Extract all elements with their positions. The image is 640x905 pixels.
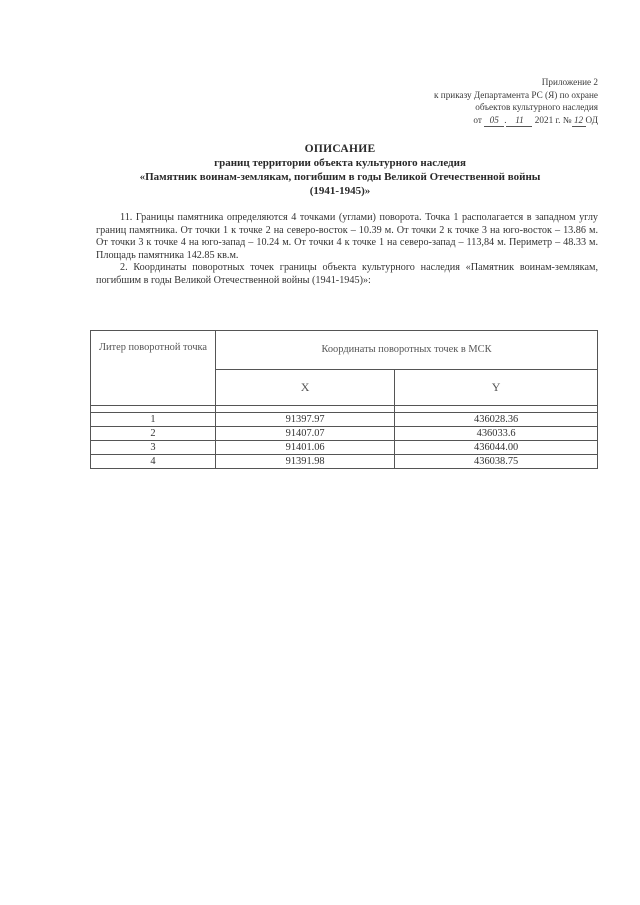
- x-cell: 91397.97: [216, 413, 395, 427]
- date-month: 11: [506, 114, 532, 128]
- body-text: [96, 212, 598, 288]
- document-title: ОПИСАНИЕ: [304, 143, 376, 155]
- appendix-line-1: Приложение 2: [541, 77, 598, 87]
- table-row: [91, 427, 598, 441]
- subtitle-line-2: «Памятник воинам-землякам, погибшим в годы Великой Отечественной войны: [139, 171, 541, 183]
- point-cell: 3: [91, 441, 216, 455]
- x-cell: 91391.98: [216, 455, 395, 469]
- appendix-line-2: к приказу Департамента РС (Я) по охране: [434, 89, 598, 100]
- doc-number: 12: [572, 114, 586, 128]
- table-row: [91, 455, 598, 469]
- table-gap-row: [91, 406, 598, 413]
- date-prefix: от: [473, 114, 482, 125]
- table-row: [91, 441, 598, 455]
- x-column-header: X: [216, 369, 395, 405]
- point-cell: 2: [91, 427, 216, 441]
- date-year: 2021 г. №: [534, 114, 572, 125]
- appendix-header: [338, 76, 598, 127]
- paragraph-coordinates: 2. Координаты поворотных точек границы объекта культурного наследия «Памятник воинам-землякам, погибшим в годы Великой Отечественной войны (1941-1945)»:: [96, 262, 598, 286]
- table-header-row: [91, 331, 598, 370]
- x-cell: 91401.06: [216, 441, 395, 455]
- y-cell: 436033.6: [395, 427, 598, 441]
- appendix-date-line: от 05 . 11 2021 г. № 12 ОД: [338, 114, 598, 128]
- title-block: [80, 142, 600, 198]
- point-cell: 4: [91, 455, 216, 469]
- coordinates-table: [90, 330, 598, 469]
- y-cell: 436044.00: [395, 441, 598, 455]
- subtitle-line-3: (1941-1945)»: [309, 185, 371, 197]
- date-day: 05: [484, 114, 504, 128]
- subtitle-line-1: границ территории объекта культурного наследия: [214, 157, 466, 169]
- x-cell: 91407.07: [216, 427, 395, 441]
- doc-suffix: ОД: [585, 114, 598, 125]
- y-column-header: Y: [395, 369, 598, 405]
- y-cell: 436038.75: [395, 455, 598, 469]
- y-cell: 436028.36: [395, 413, 598, 427]
- coords-header: Координаты поворотных точек в МСК: [216, 331, 598, 370]
- table-row: [91, 413, 598, 427]
- appendix-line-3: объектов культурного наследия: [475, 102, 598, 112]
- point-column-header: Литер поворотной точка: [91, 331, 216, 406]
- paragraph-boundaries: 11. Границы памятника определяются 4 точками (углами) поворота. Точка 1 располагается в западном углу границ памятника. От точки 1 к точке 2 на северо-восток – 10.39 м. От точки 2 к точке 3 на юго-восток – 13.86 м. От точки 3 к точке 4 на юго-запад – 10.24 м. От точки 4 к точке 1 на северо-запад – 113,84 м. Периметр – 48.33 м. Площадь памятника 142.85 кв.м.: [96, 212, 598, 261]
- point-cell: 1: [91, 413, 216, 427]
